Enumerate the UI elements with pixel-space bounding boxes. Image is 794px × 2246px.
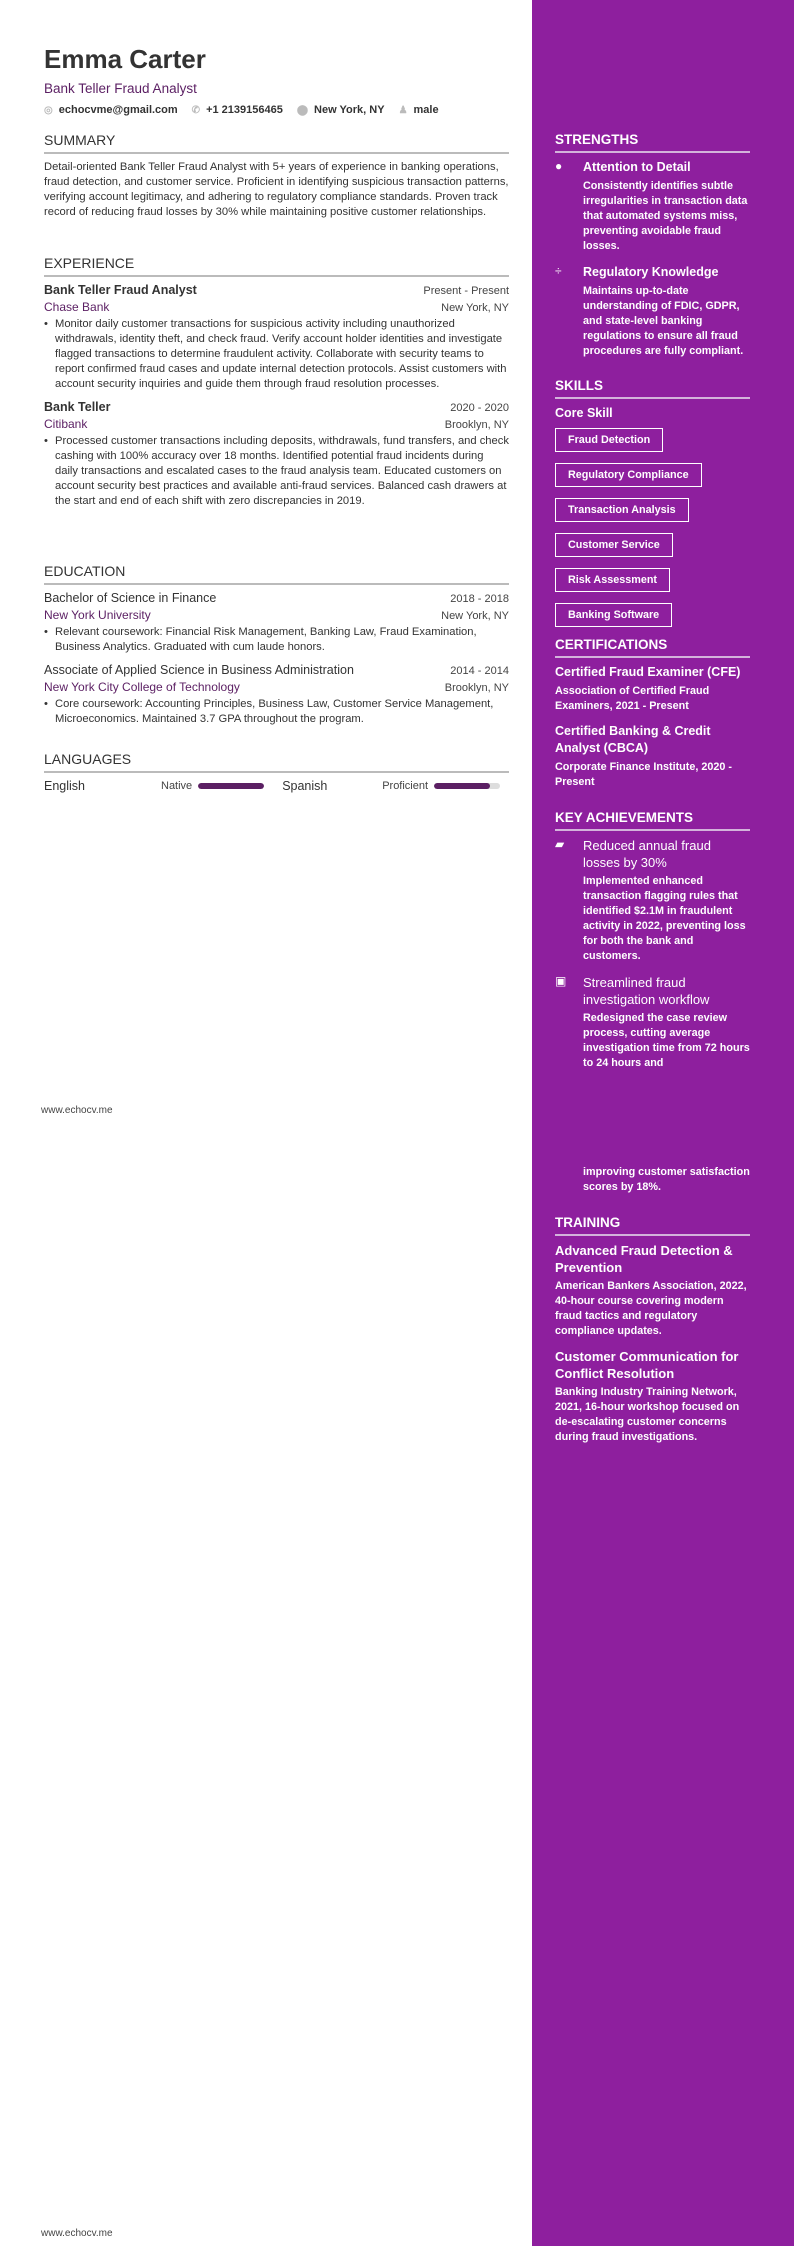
training-sub: American Bankers Association, 2022, 40-hour course covering modern fraud tactics and regulatory compliance updates. (555, 1280, 747, 1337)
skill-chip: Risk Assessment (555, 568, 670, 592)
achievement-desc-continued: improving customer satisfaction scores by 18%. (583, 1166, 750, 1193)
experience-section (44, 255, 509, 517)
footer-link[interactable]: www.echocv.me (41, 2228, 113, 2239)
section-heading: CERTIFICATIONS (555, 637, 750, 658)
edu-bullet: • Relevant coursework: Financial Risk Management, Banking Law, Fraud Examination, Business Analytics. Graduated with cum laude honors. (44, 625, 509, 655)
achievement-desc: Implemented enhanced transaction flagging rules that identified $2.1M in fraudulent activity in 2022, preventing loss for both the bank and customers. (583, 875, 746, 962)
header (44, 44, 509, 116)
person-icon: ♟ (398, 104, 408, 116)
cert-sub: Corporate Finance Institute, 2020 - Present (555, 761, 732, 788)
achievement-title: Reduced annual fraud losses by 30% (583, 838, 711, 870)
education-entry (44, 663, 509, 727)
phone-icon: ✆ (191, 104, 201, 116)
section-heading: EDUCATION (44, 563, 509, 585)
email[interactable]: echocvme@gmail.com (58, 104, 178, 116)
education-entry (44, 591, 509, 655)
training-sub: Banking Industry Training Network, 2021, 16-hour workshop focused on de-escalating customer concerns during fraud investigations. (555, 1386, 740, 1443)
edu-location: New York, NY (441, 610, 509, 622)
languages-section (44, 751, 509, 793)
school: New York University (44, 608, 151, 622)
section-heading: SUMMARY (44, 132, 509, 154)
job-entry (44, 283, 509, 392)
code-icon: ▣ (555, 974, 567, 988)
cert-title: Certified Banking & Credit Analyst (CBCA) (555, 724, 711, 755)
skill-chip: Banking Software (555, 603, 672, 627)
strength-title: Regulatory Knowledge (583, 265, 719, 279)
gender: male (413, 104, 439, 116)
achievements-section (555, 810, 750, 1081)
strengths-section (555, 132, 750, 369)
skill-chip: Fraud Detection (555, 428, 663, 452)
job-title: Bank Teller Fraud Analyst (44, 283, 197, 297)
contact-row (44, 104, 509, 116)
cert-sub: Association of Certified Fraud Examiners, 2021 - Present (555, 685, 710, 712)
achievement-item (555, 974, 750, 1071)
school: New York City College of Technology (44, 680, 240, 694)
strength-item (555, 159, 750, 254)
education-section (44, 563, 509, 735)
edu-dates: 2018 - 2018 (450, 593, 509, 605)
strength-item (555, 264, 750, 359)
skills-section (555, 378, 750, 638)
job-location: New York, NY (441, 302, 509, 314)
phone[interactable]: +1 2139156465 (206, 104, 283, 116)
company: Chase Bank (44, 300, 110, 314)
language-bar (434, 783, 500, 789)
divide-icon: ÷ (555, 264, 562, 278)
section-heading: EXPERIENCE (44, 255, 509, 277)
company: Citibank (44, 417, 88, 431)
strength-title: Attention to Detail (583, 160, 691, 174)
job-bullet: • Monitor daily customer transactions for suspicious activity including unauthorized withdrawals, identity theft, and check fraud. Verify account holder identities and investigate flagged transactions to determine fraudulent activity. Collaborate with security teams to report confirmed fraud cases and update internal detection protocols. Assist customers with account security inquiries and guide them through fraud resolution processes. (44, 317, 509, 392)
job-entry (44, 400, 509, 509)
training-title: Customer Communication for Conflict Resolution (555, 1349, 739, 1381)
languages-row (44, 779, 509, 793)
summary-section (44, 132, 509, 220)
language-bar (198, 783, 264, 789)
training-title: Advanced Fraud Detection & Prevention (555, 1243, 733, 1275)
degree: Bachelor of Science in Finance (44, 591, 217, 605)
language-name: Spanish (282, 779, 328, 793)
skill-chip: Regulatory Compliance (555, 463, 702, 487)
certifications-section (555, 637, 750, 799)
candidate-name: Emma Carter (44, 44, 206, 74)
degree: Associate of Applied Science in Business Administration (44, 663, 354, 677)
job-bullet: • Processed customer transactions including deposits, withdrawals, fund transfers, and check cashing with 100% accuracy over 18 months. Identified potential fraud incidents during daily transactions and escalated cases to the fraud analysis team. Educated customers on account security best practices and available anti-fraud services. Balanced cash drawers at the start and end of each shift with zero discrepancies in 2019. (44, 434, 509, 509)
language-name: English (44, 779, 85, 793)
achievement-desc: Redesigned the case review process, cutting average investigation time from 72 hours to 24 hours and (583, 1012, 750, 1069)
language-level: Proficient (382, 780, 429, 792)
job-dates: Present - Present (423, 285, 509, 297)
skill-group: Core Skill (555, 406, 613, 420)
strength-desc: Consistently identifies subtle irregularities in transaction data that automated systems miss, preventing avoidable fraud losses. (583, 180, 748, 252)
job-title: Bank Teller (44, 400, 111, 414)
edu-dates: 2014 - 2014 (450, 665, 509, 677)
job-location: Brooklyn, NY (444, 419, 509, 431)
section-heading: SKILLS (555, 378, 750, 399)
cert-title: Certified Fraud Examiner (CFE) (555, 665, 741, 679)
edu-location: Brooklyn, NY (444, 682, 509, 694)
section-heading: STRENGTHS (555, 132, 750, 153)
skill-chip: Transaction Analysis (555, 498, 689, 522)
achievement-item (555, 837, 750, 964)
edu-bullet: • Core coursework: Accounting Principles, Business Law, Customer Service Management, Microeconomics. Maintained 3.7 GPA throughout the program. (44, 697, 509, 727)
strength-desc: Maintains up-to-date understanding of FDIC, GDPR, and state-level banking regulations to ensure all fraud procedures are fully compliant. (583, 285, 744, 357)
location: New York, NY (314, 104, 385, 116)
job-dates: 2020 - 2020 (450, 402, 509, 414)
speech-bubble-icon: ● (555, 159, 563, 173)
training-section (555, 1215, 750, 1454)
achievement-title: Streamlined fraud investigation workflow (583, 975, 710, 1007)
summary-text: Detail-oriented Bank Teller Fraud Analyst with 5+ years of experience in banking operations, fraud detection, and customer service. Proficient in identifying suspicious transaction patterns, verifying account legitimacy, and adhering to regulatory compliance standards. Proven track record of reducing fraud losses by 30% while maintaining positive customer relationships. (44, 161, 509, 218)
language-level: Native (161, 780, 193, 792)
section-heading: TRAINING (555, 1215, 750, 1236)
section-heading: LANGUAGES (44, 751, 509, 773)
section-heading: KEY ACHIEVEMENTS (555, 810, 750, 831)
skill-chip: Customer Service (555, 533, 673, 557)
location-pin-icon: ⬤ (296, 104, 309, 116)
footer-link[interactable]: www.echocv.me (41, 1105, 113, 1116)
chat-icon: ▰ (555, 837, 565, 851)
at-icon: ◎ (44, 104, 53, 116)
candidate-title: Bank Teller Fraud Analyst (44, 81, 197, 96)
